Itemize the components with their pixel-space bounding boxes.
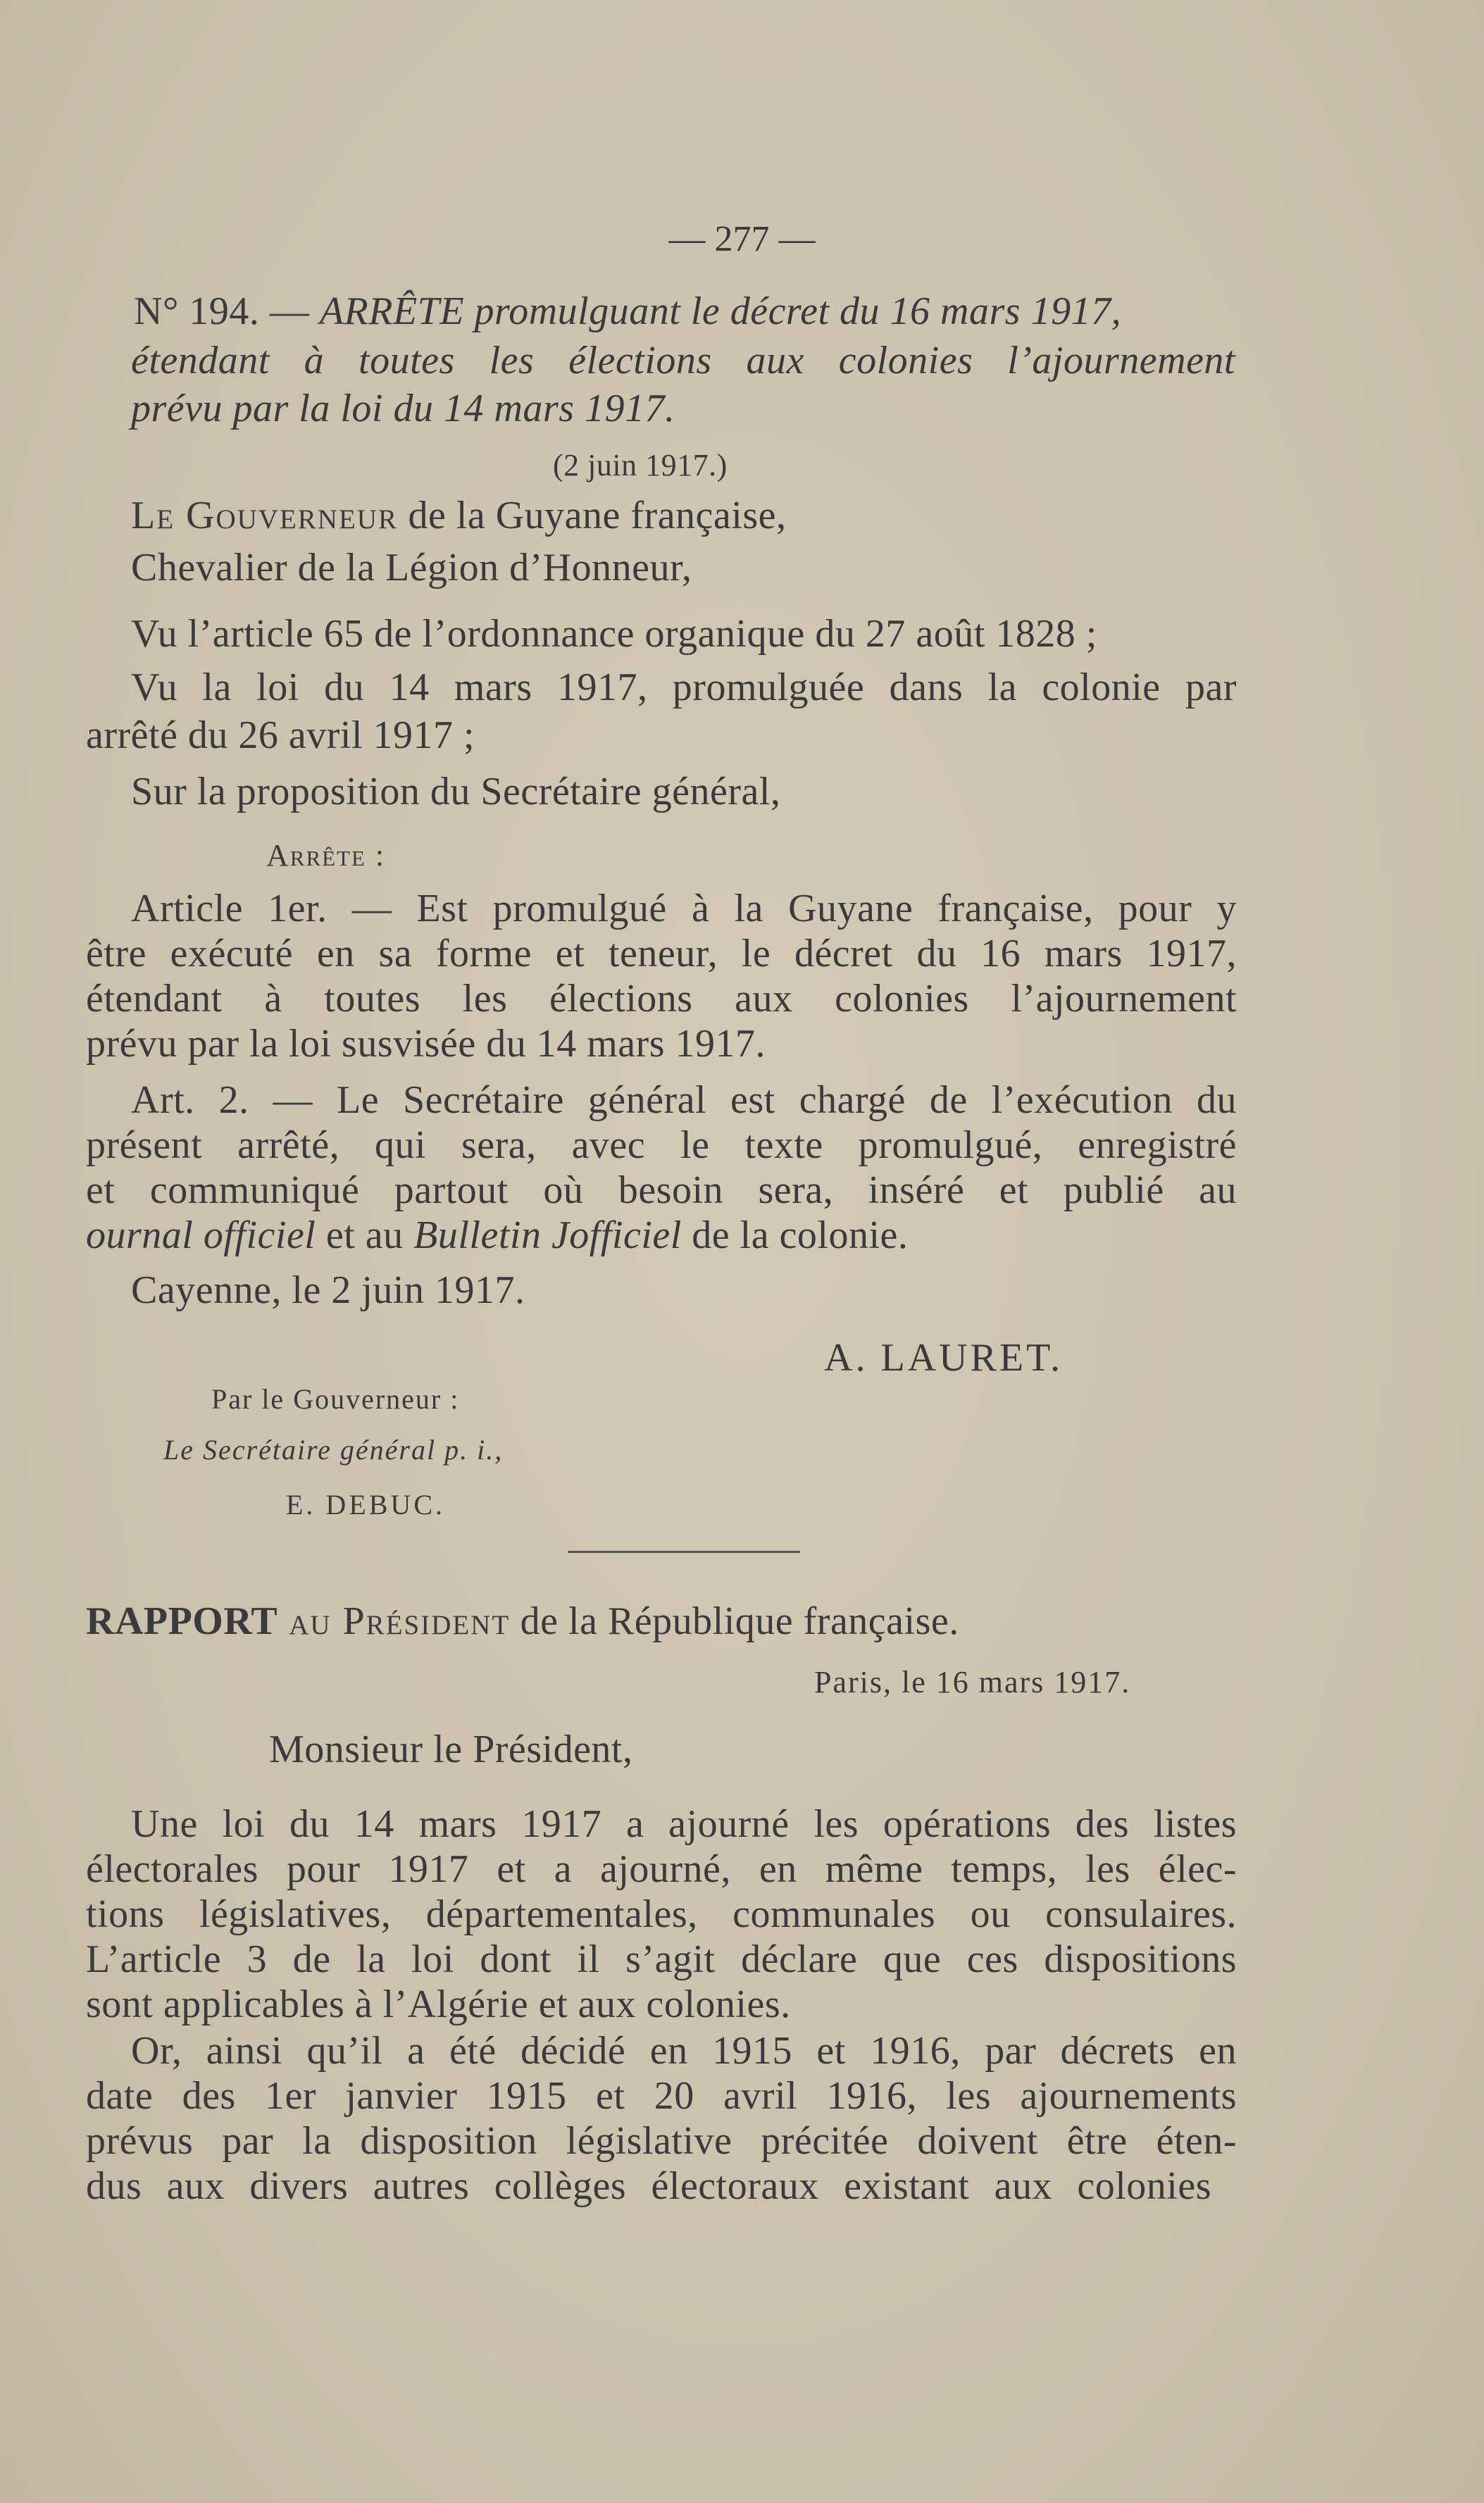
heading-number: N° 194. — bbox=[134, 289, 320, 333]
debuc-signature: E. DEBUC. bbox=[286, 1489, 445, 1521]
governor-rest: de la Guyane française, bbox=[397, 494, 787, 537]
governor-title: Le Gouverneur bbox=[131, 494, 398, 537]
section-divider bbox=[568, 1551, 800, 1553]
rapport-president: Président bbox=[342, 1599, 511, 1643]
rapport-word: RAPPORT bbox=[86, 1599, 278, 1643]
heading-title: ARRÊTE promulguant le décret du 16 mars 1917, bbox=[319, 289, 1122, 333]
rapport-p1-line-1: Une loi du 14 mars 1917 a ajourné les opérations des listes bbox=[131, 1802, 1237, 1846]
article-1-line-4: prévu par la loi susvisée du 14 mars 1917. bbox=[86, 1022, 766, 1066]
article-2-line-3: et communiqué partout où besoin sera, inséré et publié au bbox=[86, 1168, 1237, 1212]
secretaire-general: Le Secrétaire général p. i., bbox=[163, 1434, 504, 1466]
rapport-p2-line-3: prévus par la disposition législative précitée doivent être éten- bbox=[86, 2119, 1237, 2163]
salutation: Monsieur le Président, bbox=[269, 1728, 633, 1771]
rapport-date: Paris, le 16 mars 1917. bbox=[814, 1665, 1131, 1699]
vu-loi-line-2: arrêté du 26 avril 1917 ; bbox=[86, 713, 475, 757]
article-2-text-b: de la colonie. bbox=[681, 1213, 909, 1257]
sur-proposition: Sur la proposition du Secrétaire général, bbox=[131, 770, 781, 813]
article-2-line-1: Art. 2. — Le Secrétaire général est chargé de l’exécution du bbox=[131, 1078, 1237, 1122]
vu-loi-line-1: Vu la loi du 14 mars 1917, promulguée dans la colonie par bbox=[131, 666, 1237, 709]
bulletin-officiel: Bulletin Jofficiel bbox=[413, 1213, 682, 1257]
heading-line-3: prévu par la loi du 14 mars 1917. bbox=[131, 387, 675, 430]
vu-ordonnance: Vu l’article 65 de l’ordonnance organique du 27 août 1828 ; bbox=[131, 612, 1097, 656]
rapport-de-la: de la bbox=[510, 1599, 608, 1643]
rapport-republique: République bbox=[607, 1599, 794, 1643]
rapport-p1-line-3: tions législatives, départementales, communales ou consulaires. bbox=[86, 1892, 1237, 1936]
article-2-line-2: présent arrêté, qui sera, avec le texte promulgué, enregistré bbox=[86, 1123, 1237, 1167]
journal-officiel: ournal officiel bbox=[86, 1213, 316, 1257]
governor-signature: A. LAURET. bbox=[824, 1336, 1064, 1380]
page-number: — 277 — bbox=[668, 219, 816, 259]
rapport-title bbox=[86, 1599, 959, 1644]
rapport-p1-line-4: L’article 3 de la loi dont il s’agit déclare que ces dispositions bbox=[86, 1937, 1237, 1981]
chevalier-line: Chevalier de la Légion d’Honneur, bbox=[131, 546, 692, 589]
place-date: Cayenne, le 2 juin 1917. bbox=[131, 1268, 525, 1312]
rapport-p2-line-2: date des 1er janvier 1915 et 20 avril 1916, les ajournements bbox=[86, 2074, 1237, 2118]
article-1-line-1: Article 1er. — Est promulgué à la Guyane française, pour y bbox=[131, 887, 1237, 930]
article-1-line-3: étendant à toutes les élections aux colonies l’ajournement bbox=[86, 977, 1237, 1020]
governor-line bbox=[131, 493, 786, 538]
par-le-gouverneur: Par le Gouverneur : bbox=[211, 1383, 460, 1415]
rapport-p1-line-5: sont applicables à l’Algérie et aux colonies. bbox=[86, 1983, 791, 2026]
article-1-line-2: être exécuté en sa forme et teneur, le décret du 16 mars 1917, bbox=[86, 932, 1237, 975]
rapport-au: au bbox=[278, 1599, 343, 1643]
heading-line-1 bbox=[134, 289, 1247, 334]
heading-line-2: étendant à toutes les élections aux colonies l’ajournement bbox=[131, 339, 1235, 382]
rapport-p2-line-1: Or, ainsi qu’il a été décidé en 1915 et 1916, par décrets en bbox=[131, 2029, 1237, 2073]
rapport-francaise: française. bbox=[793, 1599, 959, 1643]
article-2-text-a: et au bbox=[316, 1213, 414, 1257]
rapport-p2-line-4: dus aux divers autres collèges électoraux existant aux colonies bbox=[86, 2164, 1211, 2208]
article-2-line-4 bbox=[86, 1213, 908, 1258]
heading-date: (2 juin 1917.) bbox=[553, 448, 728, 482]
rapport-p1-line-2: électorales pour 1917 et a ajourné, en même temps, les élec- bbox=[86, 1847, 1237, 1891]
arrete-label: Arrête : bbox=[266, 838, 386, 873]
